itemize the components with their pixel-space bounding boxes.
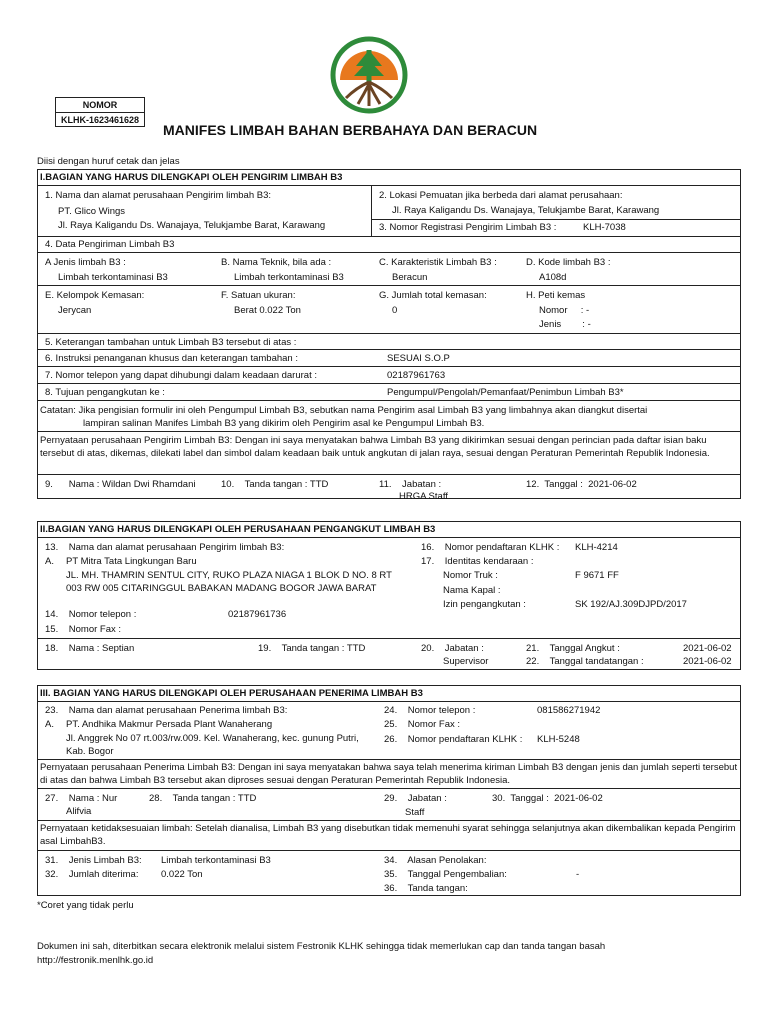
field-a-value: Limbah terkontaminasi B3: [58, 272, 168, 283]
field-5-label: 5. Keterangan tambahan untuk Limbah B3 tersebut di atas :: [45, 337, 297, 348]
truk-value: F 9671 FF: [575, 570, 619, 581]
truk-label: Nomor Truk :: [443, 570, 498, 581]
field-34-label: 34. Alasan Penolakan:: [384, 855, 487, 866]
field-d-label: D. Kode limbah B3 :: [526, 257, 611, 268]
field-31-label: 31. Jenis Limbah B3:: [45, 855, 142, 866]
klhk-logo: [330, 36, 408, 114]
field-8-value: Pengumpul/Pengolah/Pemanfaat/Penimbun Limbah B3*: [387, 387, 624, 398]
instruction-text: Diisi dengan huruf cetak dan jelas: [37, 156, 180, 167]
field-g-value: 0: [392, 305, 398, 316]
field-15-label: 15. Nomor Fax :: [45, 624, 122, 635]
field-7-value: 02187961763: [387, 370, 446, 381]
field-35-label: 35. Tanggal Pengembalian:: [384, 869, 507, 880]
field-27: 27. Nama : Nur: [45, 793, 118, 804]
field-1-name: PT. Glico Wings: [58, 206, 126, 217]
field-29-value: Staff: [405, 807, 425, 818]
field-e-value: Jerycan: [58, 305, 92, 316]
field-16-label: 16. Nomor pendaftaran KLHK :: [421, 542, 560, 553]
field-c-label: C. Karakteristik Limbah B3 :: [379, 257, 497, 268]
field-17-label: 17. Identitas kendaraan :: [421, 556, 534, 567]
carrier-address: JL. MH. THAMRIN SENTUL CITY, RUKO PLAZA NIAGA 1 BLOK D NO. 8 RT 003 RW 005 CITARINGGUL BABAKAN MADANG BOGOR JAWA BARAT: [66, 570, 392, 594]
field-1-address: Jl. Raya Kaligandu Ds. Wanajaya, Telukjambe Barat, Karawang: [58, 220, 326, 231]
field-6-label: 6. Instruksi penanganan khusus dan keterangan tambahan :: [45, 353, 298, 364]
field-3-value: KLH-7038: [583, 222, 626, 233]
field-h-label: H. Peti kemas: [526, 290, 586, 301]
field-29: 29. Jabatan :: [384, 793, 447, 804]
field-8-label: 8. Tujuan pengangkutan ke :: [45, 387, 165, 398]
field-g-label: G. Jumlah total kemasan:: [379, 290, 487, 301]
field-b-value: Limbah terkontaminasi B3: [234, 272, 344, 283]
field-26-value: KLH-5248: [537, 734, 580, 745]
nomor-label: NOMOR: [82, 100, 118, 110]
nomor-value: KLHK-1623461628: [60, 115, 140, 125]
field-30: 30. Tanggal : 2021-06-02: [492, 793, 603, 804]
field-4-label: 4. Data Pengiriman Limbah B3: [45, 239, 175, 250]
field-d-value: A108d: [539, 272, 567, 283]
field-32-label: 32. Jumlah diterima:: [45, 869, 139, 880]
field-27-cont: Alifvia: [66, 806, 92, 817]
nonconformity-statement: Pernyataan ketidaksesuaian limbah: Setelah dianalisa, Limbah B3 yang disebutkan tidak memenuhi syarat sehingga selanjutnya akan dikembalikan kepada Pengirim asal LimbahB3.: [40, 823, 736, 847]
field-14-value: 02187961736: [228, 609, 287, 620]
page-title: MANIFES LIMBAH BAHAN BERBAHAYA DAN BERACUN: [163, 122, 538, 138]
carrier-company: PT Mitra Tata Lingkungan Baru: [66, 556, 197, 567]
field-c-value: Beracun: [392, 272, 428, 283]
field-f-label: F. Satuan ukuran:: [221, 290, 296, 301]
field-11: 11. Jabatan :: [379, 479, 442, 490]
sender-statement: Pernyataan perusahaan Pengirim Limbah B3: Dengan ini saya menyatakan bahwa Limbah B3 yang dikirimkan sesuai dengan perincian pada daftar isian baku tersebut di atas, dikemas, dilekati label dan simbol dalam keadaan baik untuk angkutan di jalan raya, sesuai dengan Peraturan Pemerintah Republik Indonesia.: [40, 435, 710, 459]
field-18: 18. Nama : Septian: [45, 643, 135, 654]
catatan-line1: Catatan: Jika pengisian formulir ini oleh Pengumpul Limbah B3, sebutkan nama Pengirim asal Limbah B3 yang limbahnya akan diangkut disertai: [40, 405, 648, 416]
field-2-value: Jl. Raya Kaligandu Ds. Wanajaya, Telukjambe Barat, Karawang: [392, 205, 660, 216]
field-22-label: 22. Tanggal tandatangan :: [526, 656, 644, 667]
field-a-label: A Jenis limbah B3 :: [45, 257, 126, 268]
field-21-label: 21. Tanggal Angkut :: [526, 643, 620, 654]
footer-link[interactable]: http://festronik.menlhk.go.id: [37, 955, 154, 966]
field-13-a: A.: [45, 556, 54, 567]
footer-line1: Dokumen ini sah, diterbitkan secara elektronik melalui sistem Festronik KLHK sehingga tidak memerlukan cap dan tanda tangan basah: [37, 941, 606, 952]
izin-label: Izin pengangkutan :: [443, 599, 526, 610]
receiver-statement: Pernyataan perusahaan Penerima Limbah B3: Dengan ini saya menyatakan bahwa saya telah menerima kiriman Limbah B3 dengan jenis dan jumlah seperti tersebut di atas dan bahwa Limbah B3 tersebut akan diproses sesuai dengan Peraturan Pemerintah Republik Indonesia.: [40, 762, 738, 786]
field-36-label: 36. Tanda tangan:: [384, 883, 468, 894]
field-16-value: KLH-4214: [575, 542, 618, 553]
field-1-label: 1. Nama dan alamat perusahaan Pengirim limbah B3:: [45, 190, 272, 201]
field-25-label: 25. Nomor Fax :: [384, 719, 461, 730]
field-31-value: Limbah terkontaminasi B3: [161, 855, 271, 866]
field-13-label: 13. Nama dan alamat perusahaan Pengirim limbah B3:: [45, 542, 285, 553]
field-28: 28. Tanda tangan : TTD: [149, 793, 257, 804]
field-9: 9. Nama : Wildan Dwi Rhamdani: [45, 479, 196, 490]
field-14-label: 14. Nomor telepon :: [45, 609, 137, 620]
section2-heading: II.BAGIAN YANG HARUS DILENGKAPI OLEH PERUSAHAAN PENGANGKUT LIMBAH B3: [40, 524, 436, 535]
field-19: 19. Tanda tangan : TTD: [258, 643, 366, 654]
field-32-value: 0.022 Ton: [161, 869, 203, 880]
field-35-value: -: [576, 869, 580, 880]
izin-value: SK 192/AJ.309DJPD/2017: [575, 599, 687, 610]
field-3-label: 3. Nomor Registrasi Pengirim Limbah B3 :: [379, 222, 557, 233]
field-24-label: 24. Nomor telepon :: [384, 705, 476, 716]
kapal-label: Nama Kapal :: [443, 585, 501, 596]
field-21-value: 2021-06-02: [683, 643, 732, 654]
field-e-label: E. Kelompok Kemasan:: [45, 290, 145, 301]
field-7-label: 7. Nomor telepon yang dapat dihubungi dalam keadaan darurat :: [45, 370, 317, 381]
field-12: 12. Tanggal : 2021-06-02: [526, 479, 637, 490]
field-h-nomor: Nomor : -: [539, 305, 590, 316]
section1-heading: I.BAGIAN YANG HARUS DILENGKAPI OLEH PENGIRIM LIMBAH B3: [40, 172, 343, 183]
field-24-value: 081586271942: [537, 705, 601, 716]
field-23-a: A.: [45, 719, 54, 730]
field-20: 20. Jabatan :: [421, 643, 484, 654]
footer-note: *Coret yang tidak perlu: [37, 900, 134, 911]
field-2-label: 2. Lokasi Pemuatan jika berbeda dari alamat perusahaan:: [379, 190, 623, 201]
field-f-value: Berat 0.022 Ton: [234, 305, 301, 316]
field-20-value: Supervisor: [443, 656, 489, 667]
receiver-address: Jl. Anggrek No 07 rt.003/rw.009. Kel. Wanaherang, kec. gunung Putri, Kab. Bogor: [66, 733, 359, 757]
field-6-value: SESUAI S.O.P: [387, 353, 450, 364]
receiver-company: PT. Andhika Makmur Persada Plant Wanaherang: [66, 719, 273, 730]
field-26-label: 26. Nomor pendaftaran KLHK :: [384, 734, 523, 745]
field-10: 10. Tanda tangan : TTD: [221, 479, 329, 490]
field-h-jenis: Jenis : -: [539, 319, 591, 330]
field-b-label: B. Nama Teknik, bila ada :: [221, 257, 332, 268]
catatan-line2: lampiran salinan Manifes Limbah B3 yang dikirim oleh Pengirim asal ke Pengumpul Limbah B3.: [83, 418, 485, 429]
section3-heading: III. BAGIAN YANG HARUS DILENGKAPI OLEH PERUSAHAAN PENERIMA LIMBAH B3: [40, 688, 423, 699]
field-22-value: 2021-06-02: [683, 656, 732, 667]
field-23-label: 23. Nama dan alamat perusahaan Penerima limbah B3:: [45, 705, 288, 716]
field-11-value: HRGA Staff: [399, 491, 448, 502]
